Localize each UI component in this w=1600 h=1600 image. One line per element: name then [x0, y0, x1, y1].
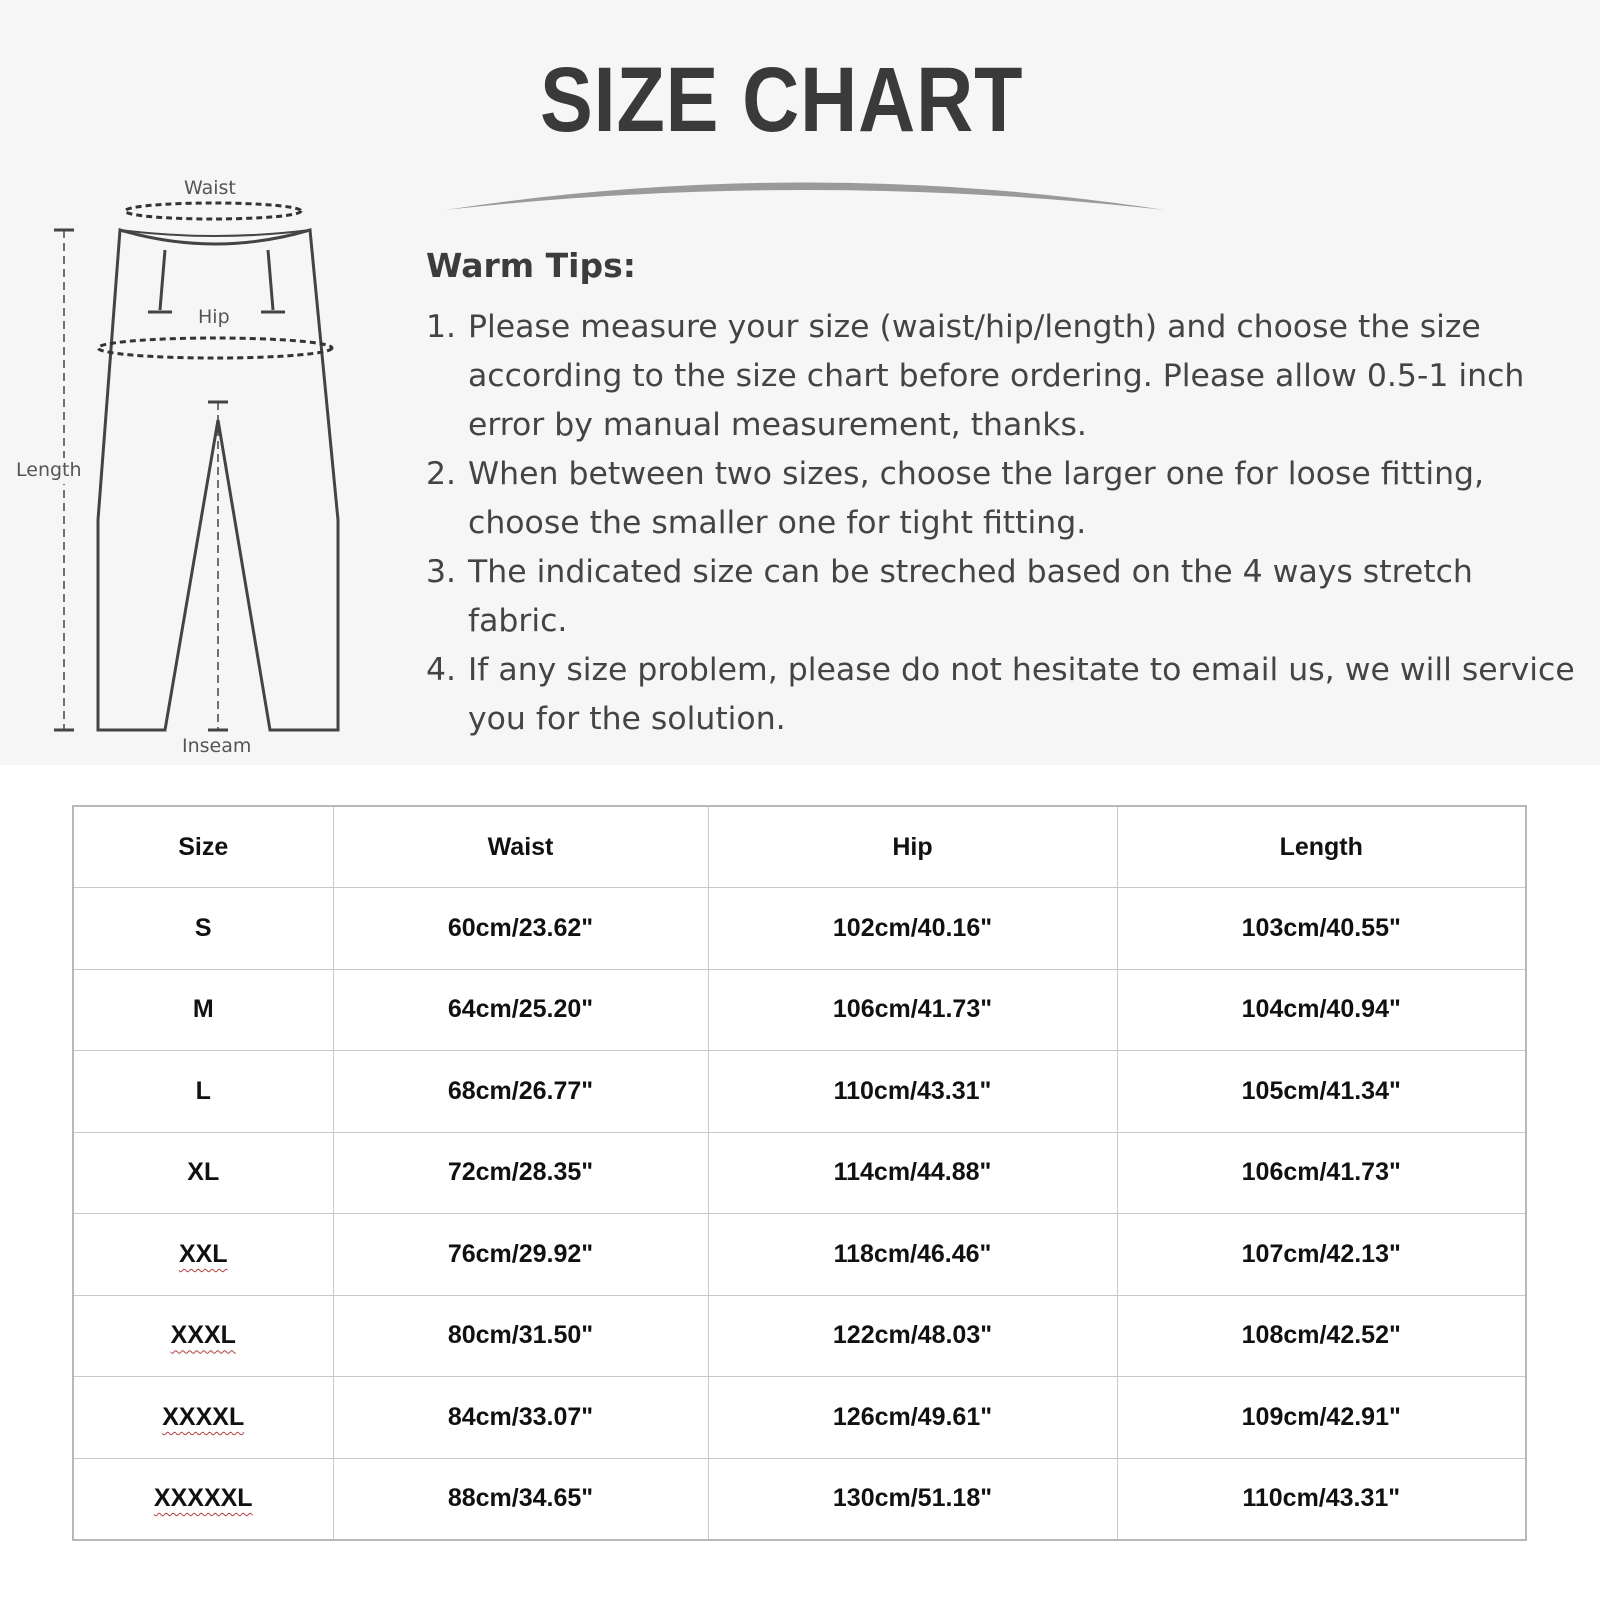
hip-cell: 122cm/48.03": [708, 1295, 1117, 1377]
tip-number: 4.: [426, 652, 457, 688]
size-cell: [73, 1458, 333, 1540]
length-cell: 107cm/42.13": [1117, 1214, 1526, 1296]
size-label: XXXL: [170, 1321, 236, 1350]
waist-cell: 84cm/33.07": [333, 1377, 708, 1459]
length-label: Length: [16, 459, 82, 481]
hip-cell: 114cm/44.88": [708, 1132, 1117, 1214]
hip-cell: 106cm/41.73": [708, 969, 1117, 1051]
tip-item: [426, 303, 1576, 450]
hip-cell: 118cm/46.46": [708, 1214, 1117, 1296]
header-waist: Waist: [333, 806, 708, 888]
size-cell: M: [73, 969, 333, 1051]
table-row: [73, 1295, 1526, 1377]
waist-label: Waist: [184, 177, 236, 199]
table-row: [73, 969, 1526, 1051]
tip-number: 2.: [426, 456, 457, 492]
tip-text: If any size problem, please do not hesitate to email us, we will service you for the solution.: [468, 652, 1575, 737]
warm-tips-section: [426, 246, 1576, 744]
size-cell: L: [73, 1051, 333, 1133]
hip-label: Hip: [198, 306, 230, 328]
table-row: [73, 1458, 1526, 1540]
size-cell: XL: [73, 1132, 333, 1214]
pants-measurement-diagram: [0, 170, 360, 770]
tip-number: 3.: [426, 554, 457, 590]
tip-item: [426, 646, 1576, 744]
table-row: [73, 1377, 1526, 1459]
length-cell: 104cm/40.94": [1117, 969, 1526, 1051]
waist-cell: 72cm/28.35": [333, 1132, 708, 1214]
table-row: [73, 1214, 1526, 1296]
tip-item: [426, 450, 1576, 548]
header-length: Length: [1117, 806, 1526, 888]
waist-cell: 80cm/31.50": [333, 1295, 708, 1377]
waist-cell: 88cm/34.65": [333, 1458, 708, 1540]
tip-item: [426, 548, 1576, 646]
table-header-row: [73, 806, 1526, 888]
tip-number: 1.: [426, 309, 457, 345]
length-cell: 103cm/40.55": [1117, 888, 1526, 970]
hip-measure-ellipse: [98, 338, 332, 358]
size-table: [72, 805, 1527, 1541]
warm-tips-heading: Warm Tips:: [426, 246, 636, 285]
warm-tips-list: [426, 303, 1576, 744]
size-label: XXXXL: [162, 1402, 245, 1431]
size-label: XXXXXL: [153, 1484, 253, 1512]
inseam-label: Inseam: [182, 735, 252, 757]
length-cell: 109cm/42.91": [1117, 1377, 1526, 1459]
hip-cell: 130cm/51.18": [708, 1458, 1117, 1540]
table-row: [73, 1132, 1526, 1214]
waist-cell: 76cm/29.92": [333, 1214, 708, 1296]
size-label: XXL: [178, 1239, 228, 1268]
waist-cell: 64cm/25.20": [333, 969, 708, 1051]
waist-cell: 68cm/26.77": [333, 1051, 708, 1133]
length-cell: 108cm/42.52": [1117, 1295, 1526, 1377]
size-cell: S: [73, 888, 333, 970]
table-row: [73, 1051, 1526, 1133]
tip-text: Please measure your size (waist/hip/length) and choose the size according to the size chart before ordering. Please allow 0.5-1 inch error by manual measurement, thanks.: [468, 309, 1525, 443]
length-cell: 105cm/41.34": [1117, 1051, 1526, 1133]
tip-text: The indicated size can be streched based on the 4 ways stretch fabric.: [468, 554, 1473, 639]
table-row: [73, 888, 1526, 970]
waist-measure-ellipse: [125, 203, 301, 219]
size-cell: [73, 1295, 333, 1377]
header-hip: Hip: [708, 806, 1117, 888]
page-title: SIZE CHART: [540, 49, 1024, 151]
hip-cell: 102cm/40.16": [708, 888, 1117, 970]
title-underline-arc: [440, 165, 1170, 225]
size-cell: [73, 1377, 333, 1459]
size-cell: [73, 1214, 333, 1296]
length-cell: 106cm/41.73": [1117, 1132, 1526, 1214]
hip-cell: 110cm/43.31": [708, 1051, 1117, 1133]
header-size: Size: [73, 806, 333, 888]
length-cell: 110cm/43.31": [1117, 1458, 1526, 1540]
tip-text: When between two sizes, choose the larger one for loose fitting, choose the smaller one for tight fitting.: [468, 456, 1485, 541]
hip-cell: 126cm/49.61": [708, 1377, 1117, 1459]
waist-cell: 60cm/23.62": [333, 888, 708, 970]
